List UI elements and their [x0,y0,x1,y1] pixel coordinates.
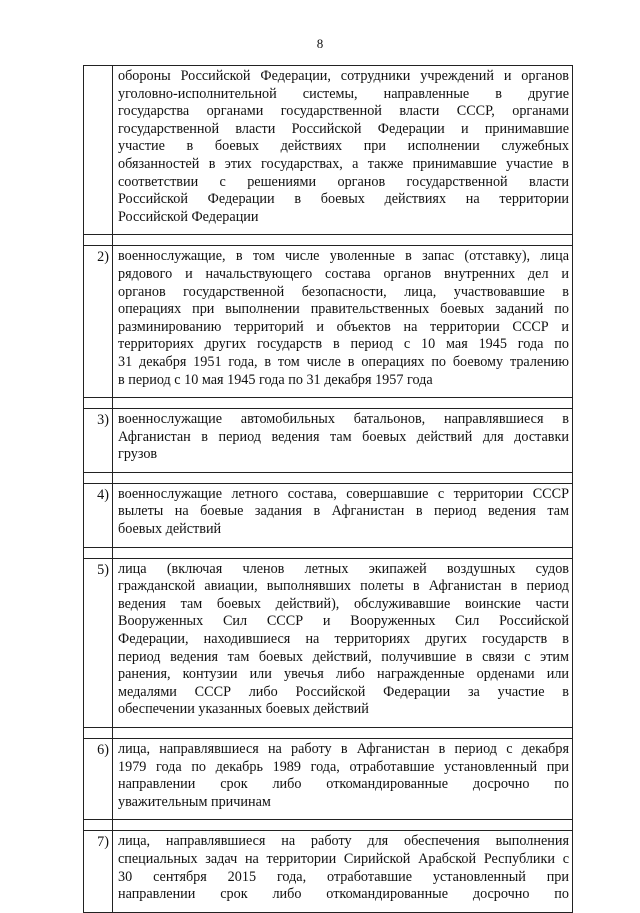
item-number: 6) [84,739,113,820]
spacer-cell [84,820,113,831]
item-text [113,66,573,235]
text-line: соответствии с решениями органов государственной власти [118,173,569,190]
item-number: 3) [84,409,113,473]
spacer-cell [113,820,573,831]
page-number: 8 [316,36,324,51]
text-line: направлении срок либо откомандированные досрочно по [118,776,569,793]
categories-table-body [84,66,573,913]
text-line: 30 сентября 2015 года, отработавшие установленный при [118,868,569,885]
text-line: ранения, контузии или увечья либо награжденные орденами или [118,666,569,683]
spacer-cell [113,398,573,409]
text-line: операциях при выполнении правительственных боевых заданий по [118,301,569,318]
item-number: 7) [84,831,113,912]
text-line: государства органами государственной власти СССР, органами [118,103,569,120]
text-line: 1979 года по декабрь 1989 года, отработавшие установленный при [118,758,569,775]
spacer-cell [113,547,573,558]
text-line: органов государственной безопасности, лица, участвовавшие в [118,283,569,300]
text-line: обороны Российской Федерации, сотрудники учреждений и органов [118,68,569,84]
row-spacer [84,472,573,483]
text-line: гражданской авиации, выполнявших полеты в Афганистан в период [118,578,569,595]
text-line: лица, направлявшиеся на работу для обеспечения выполнения [118,833,569,850]
spacer-cell [84,398,113,409]
spacer-cell [113,728,573,739]
text-line: территориях других государств в период с 10 мая 1945 года по [118,336,569,353]
categories-table [83,65,573,913]
row-spacer [84,820,573,831]
item-text [113,831,573,912]
text-line: обеспечении указанных боевых действий [118,701,369,718]
text-line: грузов [118,446,158,463]
item-text [113,739,573,820]
text-line: лица, направлявшиеся на работу в Афганистан в период с декабря [118,741,569,757]
text-line: Федерации, находившиеся на территориях других государств в [118,631,569,648]
spacer-cell [84,547,113,558]
text-line: вылеты на боевые задания в Афганистан в период ведения там [118,503,569,520]
item-number [84,66,113,235]
spacer-cell [113,235,573,246]
text-line: обязанностей в этих государствах, а также принимавшие участие в [118,155,569,172]
text-line: Российской Федерации [118,208,259,225]
row-spacer [84,547,573,558]
text-line: рядового и начальствующего состава органов внутренних дел и [118,265,569,282]
item-text [113,483,573,547]
text-line: государственной власти Российской Федерации и принимавшие [118,120,569,137]
text-line: Вооруженных Сил СССР и Вооруженных Сил Российской [118,613,569,630]
item-number: 4) [84,483,113,547]
spacer-cell [84,235,113,246]
text-line: боевых действий [118,521,222,538]
text-line: медалями СССР либо Российской Федерации за участие в [118,683,569,700]
item-text [113,246,573,398]
text-line: ведения там боевых действий), обслуживавшие воинские части [118,595,569,612]
text-line: военнослужащие автомобильных батальонов, направлявшиеся в [118,411,569,428]
table-row [84,558,573,727]
table-row [84,739,573,820]
text-line: Афганистан в период ведения там боевых действий для доставки [118,428,569,445]
table-row [84,246,573,398]
table-row [84,409,573,473]
text-line: Российской Федерации в боевых действиях на территории [118,191,569,208]
row-spacer [84,398,573,409]
spacer-cell [84,728,113,739]
text-line: разминированию территорий и объектов на территории СССР и [118,318,569,335]
text-line: военнослужащие летного состава, совершавшие с территории СССР [118,485,569,502]
text-line: 31 декабря 1951 года, в том числе в операциях по боевому тралению [118,353,569,370]
row-spacer [84,235,573,246]
text-line: направлении срок либо откомандированные досрочно по [118,886,569,903]
spacer-cell [84,472,113,483]
text-line: уважительным причинам [118,793,271,810]
text-line: военнослужащие, в том числе уволенные в запас (отставку), лица [118,248,569,265]
item-text [113,409,573,473]
item-text [113,558,573,727]
text-line: в период с 10 мая 1945 года по 31 декабря 1957 года [118,371,433,388]
row-spacer [84,728,573,739]
text-line: лица (включая членов летных экипажей воздушных судов [118,560,569,577]
text-line: период ведения там боевых действий, получившие в связи с этим [118,648,569,665]
table-row [84,831,573,912]
text-line: уголовно-исполнительной системы, направленные в другие [118,85,569,102]
text-line: участие в боевых действиях при исполнении служебных [118,138,569,155]
text-line: специальных задач на территории Сирийской Арабской Республики с [118,850,569,867]
table-row [84,66,573,235]
item-number: 2) [84,246,113,398]
spacer-cell [113,472,573,483]
item-number: 5) [84,558,113,727]
table-row [84,483,573,547]
